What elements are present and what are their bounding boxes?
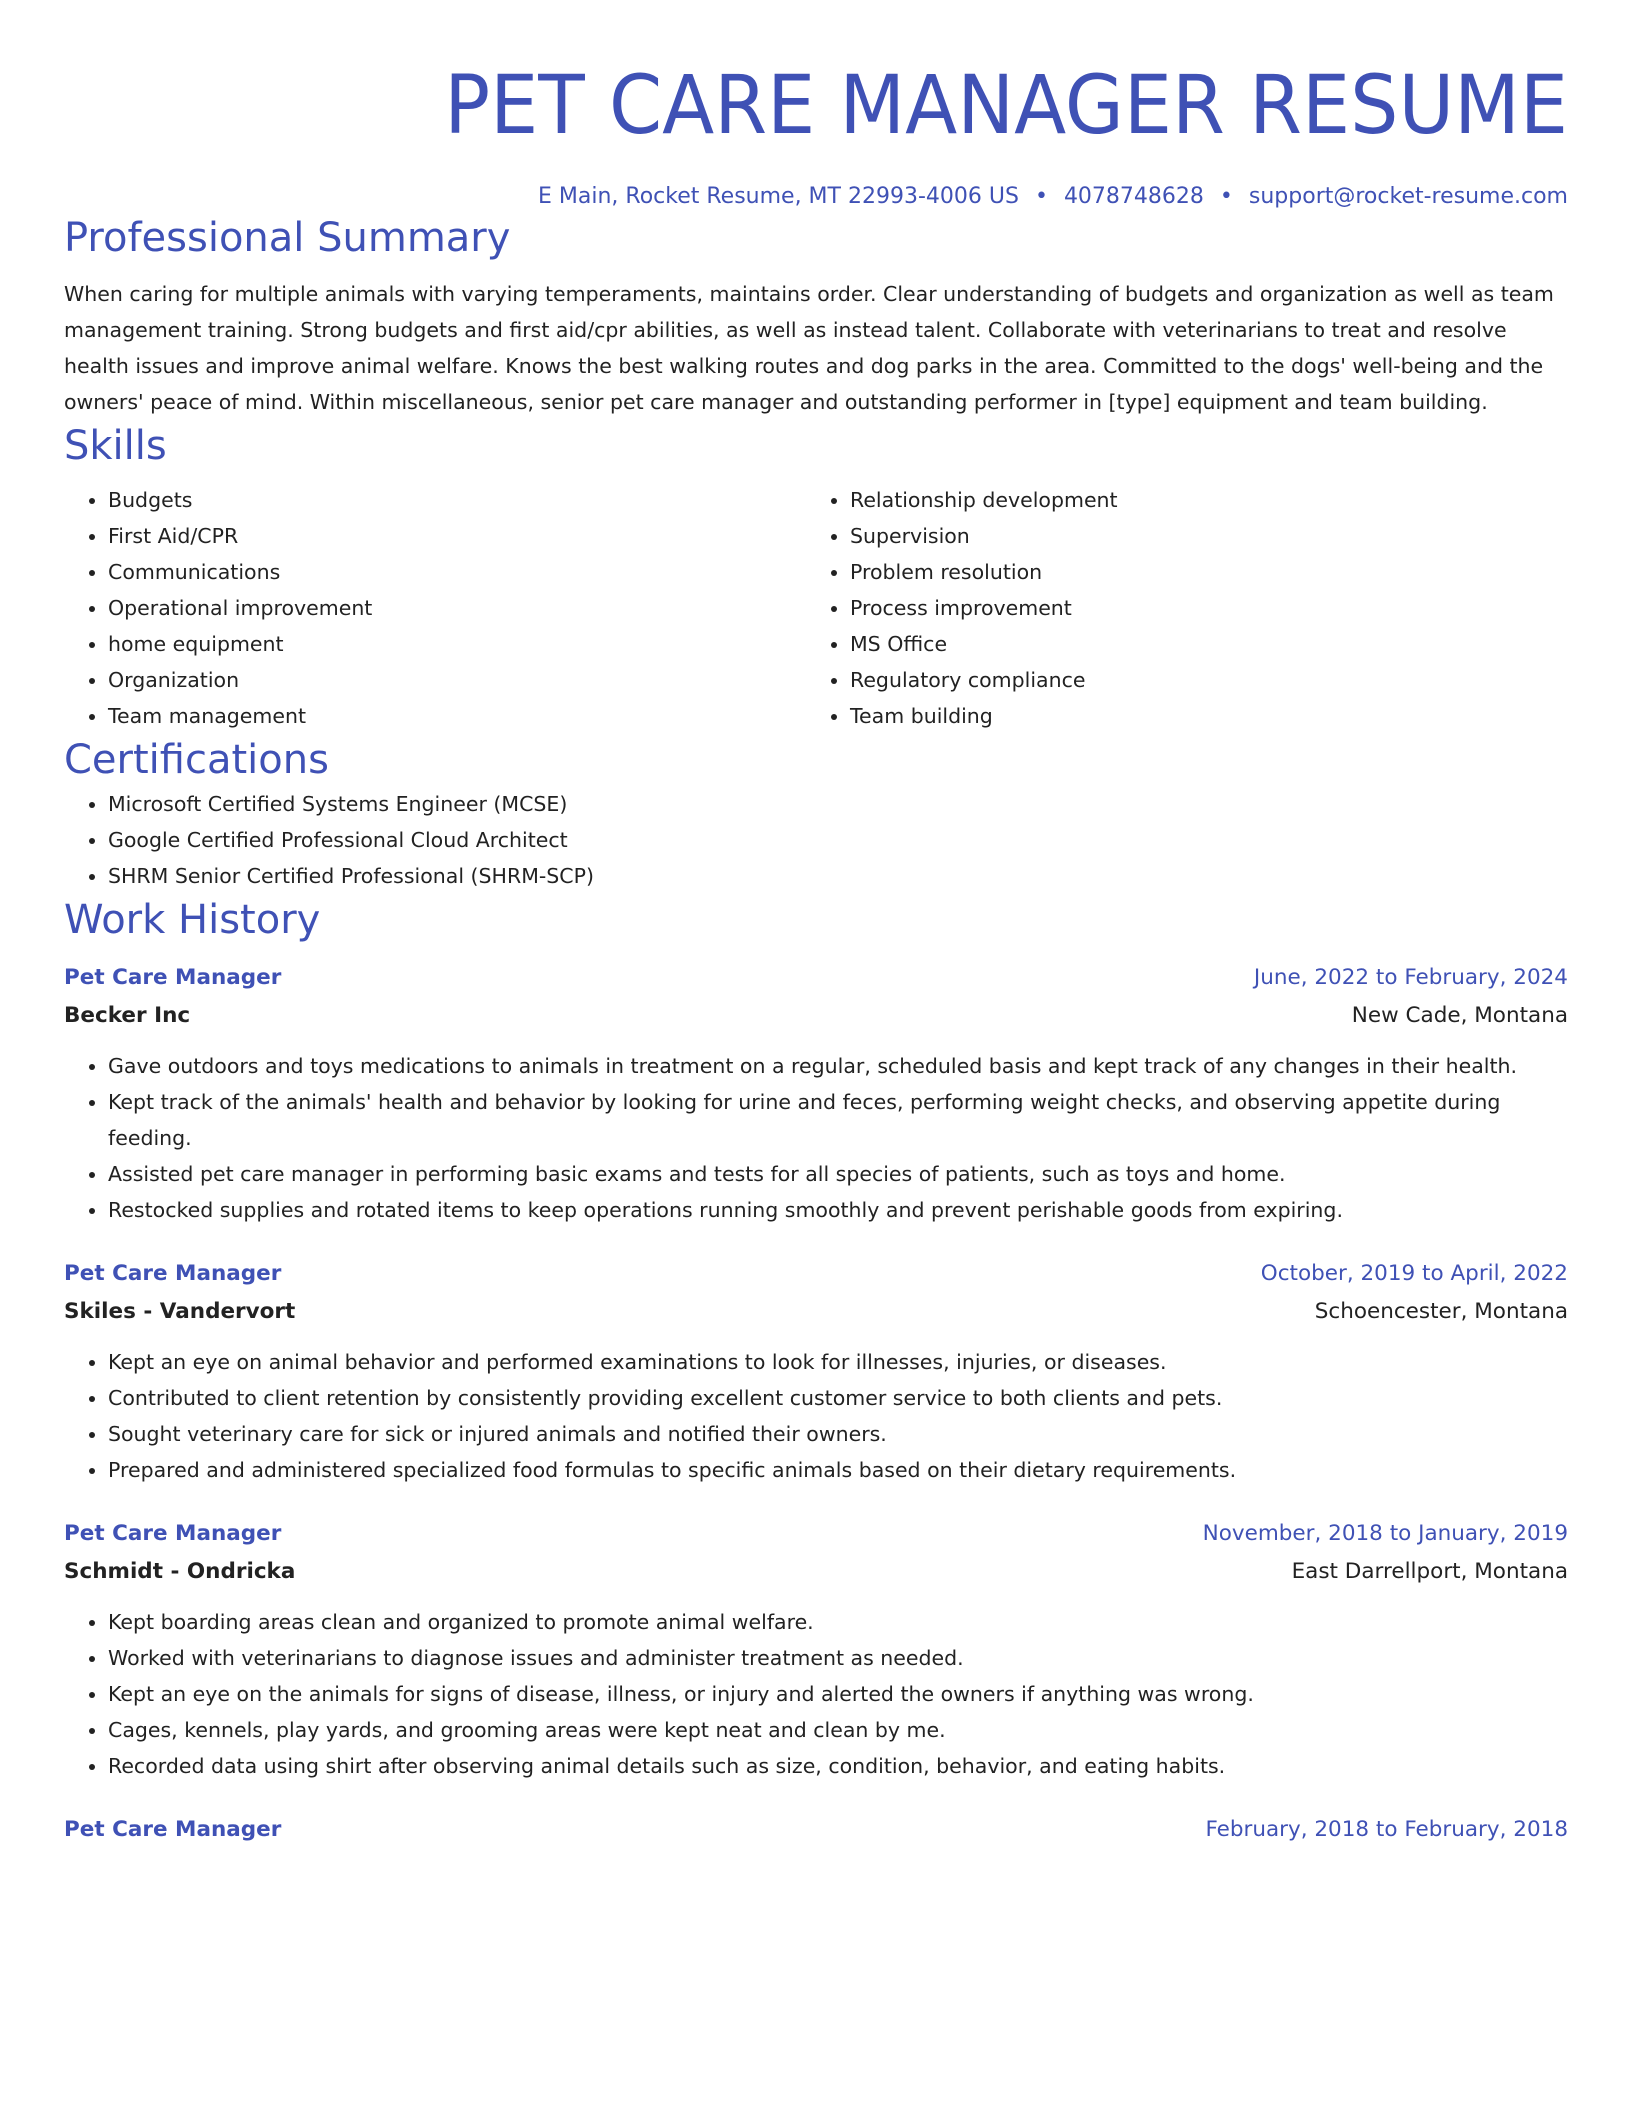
- job-bullet: • Kept an eye on the animals for signs of disease, illness, or injury and alerted the owners if anything was wrong.: [108, 1676, 1568, 1712]
- contact-address: E Main, Rocket Resume, MT 22993-4006 US: [538, 184, 1019, 209]
- job-company-row: [64, 1552, 1568, 1592]
- job-entry: [64, 1516, 1568, 1784]
- work-history-heading: Work History: [64, 897, 321, 943]
- job-location: East Darrellport, Montana: [1291, 1559, 1568, 1584]
- skills-heading: Skills: [64, 423, 167, 469]
- certification-item: • SHRM Senior Certified Professional (SHRM-SCP): [108, 858, 1568, 894]
- job-bullets: [64, 1048, 1568, 1228]
- skill-item: • Communications: [108, 554, 806, 590]
- job-bullet: • Gave outdoors and toys medications to animals in treatment on a regular, scheduled basis and kept track of any changes in their health.: [108, 1048, 1568, 1084]
- certifications-list: [64, 786, 1568, 894]
- job-bullet: • Prepared and administered specialized food formulas to specific animals based on their dietary requirements.: [108, 1452, 1568, 1488]
- job-dates: November, 2018 to January, 2019: [1202, 1521, 1568, 1546]
- job-company: Schmidt - Ondricka: [64, 1559, 296, 1584]
- job-dates: October, 2019 to April, 2022: [1260, 1261, 1568, 1286]
- skills-left-list: [64, 482, 806, 734]
- skill-item: • home equipment: [108, 626, 806, 662]
- skill-item: • Budgets: [108, 482, 806, 518]
- skill-item: • MS Office: [850, 626, 1548, 662]
- contact-line: [64, 182, 1568, 212]
- certification-item: • Google Certified Professional Cloud Architect: [108, 822, 1568, 858]
- skill-item: • Process improvement: [850, 590, 1548, 626]
- job-location: New Cade, Montana: [1351, 1003, 1568, 1028]
- job-bullet: • Cages, kennels, play yards, and grooming areas were kept neat and clean by me.: [108, 1712, 1568, 1748]
- contact-separator: •: [1219, 184, 1233, 209]
- resume-title: PET CARE MANAGER RESUME: [444, 59, 1568, 153]
- skill-item: • Regulatory compliance: [850, 662, 1548, 698]
- skill-item: • Supervision: [850, 518, 1548, 554]
- skill-item: • Operational improvement: [108, 590, 806, 626]
- contact-email: support@rocket-resume.com: [1248, 184, 1568, 209]
- job-bullet: • Kept track of the animals' health and behavior by looking for urine and feces, performing weight checks, and observing appetite during feeding.: [108, 1084, 1568, 1156]
- job-bullet: • Contributed to client retention by consistently providing excellent customer service to both clients and pets.: [108, 1380, 1568, 1416]
- skill-item: • Relationship development: [850, 482, 1548, 518]
- skills-columns: [64, 482, 1568, 734]
- job-bullet: • Recorded data using shirt after observing animal details such as size, condition, behavior, and eating habits.: [108, 1748, 1568, 1784]
- job-title: Pet Care Manager: [64, 1261, 282, 1286]
- job-bullets: [64, 1604, 1568, 1784]
- job-title-row: [64, 1516, 1568, 1552]
- job-title-row: [64, 1812, 1568, 1848]
- job-company-row: [64, 996, 1568, 1036]
- job-location: Schoencester, Montana: [1314, 1299, 1568, 1324]
- job-company: Skiles - Vandervort: [64, 1299, 296, 1324]
- job-title-row: [64, 1256, 1568, 1292]
- skill-item: • Organization: [108, 662, 806, 698]
- job-bullet: • Restocked supplies and rotated items to keep operations running smoothly and prevent perishable goods from expiring.: [108, 1192, 1568, 1228]
- job-dates: June, 2022 to February, 2024: [1253, 965, 1568, 990]
- job-bullet: • Sought veterinary care for sick or injured animals and notified their owners.: [108, 1416, 1568, 1452]
- skill-item: • Team management: [108, 698, 806, 734]
- job-title: Pet Care Manager: [64, 1817, 282, 1842]
- skill-item: • Problem resolution: [850, 554, 1548, 590]
- job-bullet: • Worked with veterinarians to diagnose issues and administer treatment as needed.: [108, 1640, 1568, 1676]
- job-bullets: [64, 1344, 1568, 1488]
- job-bullet: • Kept an eye on animal behavior and performed examinations to look for illnesses, injuries, or diseases.: [108, 1344, 1568, 1380]
- skill-item: • Team building: [850, 698, 1548, 734]
- certifications-heading: Certifications: [64, 737, 329, 783]
- job-entry: [64, 1256, 1568, 1488]
- skill-item: • First Aid/CPR: [108, 518, 806, 554]
- job-company: Becker Inc: [64, 1003, 191, 1028]
- job-dates: February, 2018 to February, 2018: [1205, 1817, 1568, 1842]
- job-bullet: • Assisted pet care manager in performing basic exams and tests for all species of patients, such as toys and home.: [108, 1156, 1568, 1192]
- job-title: Pet Care Manager: [64, 965, 282, 990]
- job-entry: [64, 1812, 1568, 1848]
- certification-item: • Microsoft Certified Systems Engineer (MCSE): [108, 786, 1568, 822]
- skills-right-list: [806, 482, 1548, 734]
- summary-text: When caring for multiple animals with varying temperaments, maintains order. Clear understanding of budgets and organization as well as team management training. Strong budgets and first aid/cpr abilities, as well as instead talent. Collaborate with veterinarians to treat and resolve health issues and improve animal welfare. Knows the best walking routes and dog parks in the area. Committed to the dogs' well-being and the owners' peace of mind. Within miscellaneous, senior pet care manager and outstanding performer in [type] equipment and team building.: [64, 282, 1554, 414]
- resume-page: [64, 0, 1568, 1848]
- contact-phone: 4078748628: [1063, 184, 1204, 209]
- job-title: Pet Care Manager: [64, 1521, 282, 1546]
- summary-heading: Professional Summary: [64, 215, 511, 261]
- job-company-row: [64, 1292, 1568, 1332]
- job-title-row: [64, 960, 1568, 996]
- contact-separator: •: [1034, 184, 1048, 209]
- job-bullet: • Kept boarding areas clean and organized to promote animal welfare.: [108, 1604, 1568, 1640]
- job-entry: [64, 960, 1568, 1228]
